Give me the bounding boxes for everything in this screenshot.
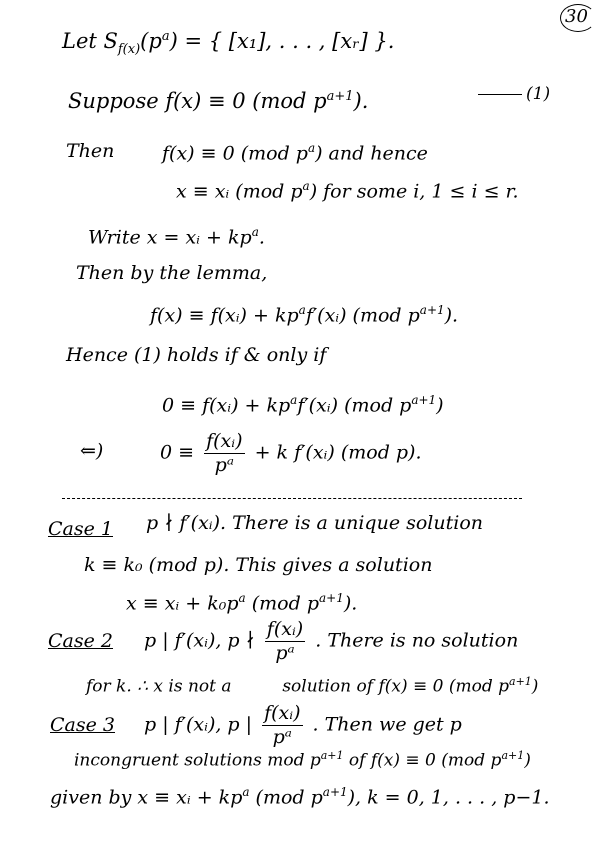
- line-hence-iff: Hence (1) holds if & only if: [66, 344, 327, 366]
- case-3-solutions-given: given by x ≡ xᵢ + $kp^a$ (mod $p^{a+1}$), k = 0, 1, . . . , p−1.: [50, 785, 550, 809]
- case-2-no-solution: for k. ∴ x is not a solution of f(x) ≡ 0 (mod $p^{a+1}$): [86, 675, 539, 697]
- case-2-label: Case 2: [48, 630, 113, 652]
- line-suppose: Suppose f(x) ≡ 0 (mod $p^{a+1}$).: [68, 89, 369, 113]
- line-zero-congruence: 0 ≡ f(xᵢ) + $kp^af'(xᵢ)$ (mod $p^{a+1}$): [162, 393, 444, 417]
- line-lemma-expansion: f(x) ≡ f(xᵢ) + $kp^af'(xᵢ)$ (mod $p^{a+1}$).: [150, 303, 459, 327]
- section-divider: [62, 498, 522, 499]
- line-then-by-lemma: Then by the lemma,: [76, 262, 268, 284]
- line-then-label: Then: [66, 140, 115, 162]
- case-1-condition: p ∤ f′(xᵢ). There is a unique solution: [146, 512, 483, 534]
- line-divided-congruence: 0 ≡ $\frac{\text{f(xᵢ)}}{\text{pᵃ}}$ + k f′(xᵢ) (mod p).: [160, 430, 422, 476]
- equation-tag-1: (1): [526, 84, 551, 104]
- page-number: 30: [565, 6, 588, 27]
- case-3-condition: p | f′(xᵢ), p | $\frac{\text{f(xᵢ)}}{\text{pᵃ}}$ . Then we get p: [144, 702, 462, 748]
- equation-tag-line: [478, 94, 522, 95]
- case-1-solution: x ≡ xᵢ + $k_0p^a$ (mod $p^{a+1}$).: [126, 591, 358, 615]
- fraction-f-over-pa-case3: $\frac{\text{f(xᵢ)}}{\text{pᵃ}}$: [264, 702, 301, 748]
- case-1-unique-k: k ≡ k₀ (mod p). This gives a solution: [84, 554, 433, 576]
- case-2-condition: p | f′(xᵢ), p ∤ $\frac{\text{f(xᵢ)}}{\text{pᵃ}}$ . There is no solution: [144, 618, 519, 664]
- line-let-solution-set: Let $S_{f(x)}(p^a)$ = { [x₁], . . . , [xᵣ] }.: [62, 29, 395, 58]
- case-3-label: Case 3: [50, 714, 115, 736]
- line-equivalent-arrow: ⇐): [80, 440, 104, 462]
- case-3-incongruent: incongruent solutions mod $p^{a+1}$ of f(x) ≡ 0 (mod $p^{a+1}$): [74, 749, 531, 771]
- line-then-congruence: f(x) ≡ 0 (mod $p^a$) and hence: [162, 141, 428, 165]
- case-1-label: Case 1: [48, 518, 113, 540]
- fraction-f-over-pa: $\frac{\text{f(xᵢ)}}{\text{pᵃ}}$: [206, 430, 243, 476]
- fraction-f-over-pa-case2: $\frac{\text{f(xᵢ)}}{\text{pᵃ}}$: [266, 618, 304, 664]
- line-write: Write x = xᵢ + $kp^a$.: [88, 225, 265, 249]
- line-x-congruent-xi: x ≡ xᵢ (mod $p^a$) for some i, 1 ≤ i ≤ r.: [176, 179, 519, 203]
